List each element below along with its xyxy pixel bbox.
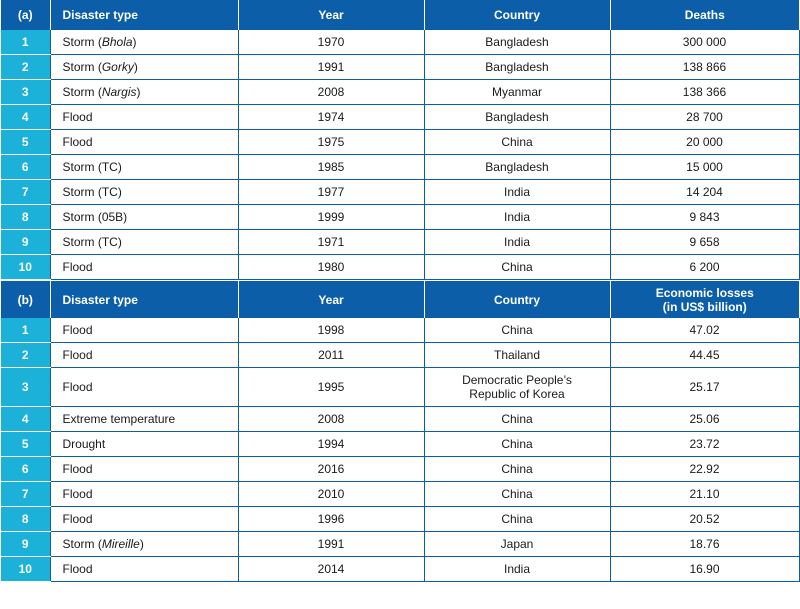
disaster-type-text: Extreme temperature — [62, 412, 176, 426]
year-cell: 2014 — [238, 557, 424, 582]
deaths-cell: 20 000 — [610, 130, 799, 155]
deaths-cell: 138 866 — [610, 55, 799, 80]
country-cell — [424, 482, 610, 507]
disaster-type-text: Storm (TC) — [62, 160, 122, 174]
country-cell: Bangladesh — [424, 30, 610, 55]
country-cell: Bangladesh — [424, 105, 610, 130]
year-cell: 2010 — [238, 482, 424, 507]
disaster-type-text: Flood — [62, 487, 93, 501]
year-cell: 1971 — [238, 230, 424, 255]
economic-losses-cell: 25.17 — [610, 368, 799, 407]
disaster-type-cell — [50, 557, 238, 582]
economic-losses-cell: 44.45 — [610, 343, 799, 368]
economic-losses-cell: 21.10 — [610, 482, 799, 507]
country-cell: China — [424, 130, 610, 155]
country-line1: China — [501, 512, 533, 526]
year-cell: 2016 — [238, 457, 424, 482]
disaster-type-text: Storm ( — [62, 537, 102, 551]
year-cell: 1998 — [238, 318, 424, 343]
header-economic-losses-line1: Economic losses — [655, 285, 754, 300]
country-cell — [424, 557, 610, 582]
deaths-cell: 138 366 — [610, 80, 799, 105]
country-cell: India — [424, 205, 610, 230]
economic-losses-cell: 18.76 — [610, 532, 799, 557]
rank-number: 1 — [1, 318, 50, 343]
year-cell: 1975 — [238, 130, 424, 155]
table-row — [1, 432, 799, 457]
rank-number: 3 — [1, 80, 50, 105]
disaster-type-text: Flood — [62, 562, 93, 576]
disaster-type-text: Storm (TC) — [62, 235, 122, 249]
rank-number: 10 — [1, 255, 50, 280]
table-a-label: (a) — [1, 0, 50, 30]
header-deaths: Deaths — [610, 0, 799, 30]
disaster-type-text: Storm ( — [62, 35, 102, 49]
economic-losses-cell: 23.72 — [610, 432, 799, 457]
economic-losses-cell: 20.52 — [610, 507, 799, 532]
table-b-body — [1, 318, 799, 582]
disaster-type-cell — [50, 180, 238, 205]
table-a-header — [1, 0, 799, 30]
country-cell: India — [424, 180, 610, 205]
rank-number: 6 — [1, 457, 50, 482]
country-line1: China — [501, 462, 533, 476]
disaster-type-text: Flood — [62, 135, 93, 149]
country-line1: Democratic People’s — [462, 373, 572, 387]
country-line2: Republic of Korea — [469, 387, 565, 401]
table-row — [1, 30, 799, 55]
economic-losses-cell: 47.02 — [610, 318, 799, 343]
disaster-type-cell — [50, 482, 238, 507]
table-row — [1, 155, 799, 180]
disaster-type-text: Storm (TC) — [62, 185, 122, 199]
rank-number: 9 — [1, 230, 50, 255]
disaster-type-cell — [50, 55, 238, 80]
disaster-type-cell — [50, 368, 238, 407]
header-economic-losses — [610, 281, 799, 318]
country-cell — [424, 343, 610, 368]
table-row — [1, 557, 799, 582]
year-cell: 1991 — [238, 532, 424, 557]
year-cell: 2011 — [238, 343, 424, 368]
year-cell: 1974 — [238, 105, 424, 130]
table-row — [1, 255, 799, 280]
disaster-name-italic: Gorky — [101, 60, 134, 74]
deaths-cell: 9 843 — [610, 205, 799, 230]
disaster-type-text: Flood — [62, 260, 93, 274]
rank-number: 7 — [1, 482, 50, 507]
disaster-type-text: Flood — [62, 348, 93, 362]
country-line1: China — [501, 323, 533, 337]
table-row — [1, 205, 799, 230]
table-b-label: (b) — [1, 281, 50, 318]
disaster-name-italic: Mireille — [101, 537, 140, 551]
year-cell: 2008 — [238, 80, 424, 105]
disaster-type-cell — [50, 130, 238, 155]
header-economic-losses-line2: (in US$ billion) — [662, 299, 747, 314]
table-row — [1, 130, 799, 155]
year-cell: 1991 — [238, 55, 424, 80]
deaths-cell: 6 200 — [610, 255, 799, 280]
table-a-body — [1, 30, 799, 280]
header-country: Country — [424, 281, 610, 318]
disaster-type-cell — [50, 205, 238, 230]
deaths-cell: 300 000 — [610, 30, 799, 55]
table-row — [1, 230, 799, 255]
disaster-type-cell — [50, 255, 238, 280]
table-row — [1, 55, 799, 80]
year-cell: 1996 — [238, 507, 424, 532]
country-line1: Japan — [500, 537, 534, 551]
table-row — [1, 532, 799, 557]
disaster-type-cell — [50, 80, 238, 105]
disaster-type-text: Flood — [62, 380, 93, 394]
disaster-type-cell — [50, 432, 238, 457]
year-cell: 1994 — [238, 432, 424, 457]
country-cell: Myanmar — [424, 80, 610, 105]
economic-losses-cell: 22.92 — [610, 457, 799, 482]
table-row — [1, 318, 799, 343]
country-cell — [424, 368, 610, 407]
header-year: Year — [238, 0, 424, 30]
rank-number: 5 — [1, 130, 50, 155]
table-row — [1, 180, 799, 205]
rank-number: 6 — [1, 155, 50, 180]
country-cell: Bangladesh — [424, 55, 610, 80]
country-line1: India — [503, 562, 531, 576]
disaster-type-cell — [50, 532, 238, 557]
rank-number: 2 — [1, 55, 50, 80]
disaster-type-cell — [50, 105, 238, 130]
year-cell: 1985 — [238, 155, 424, 180]
table-b-header-group — [1, 280, 799, 319]
country-cell — [424, 457, 610, 482]
year-cell: 2008 — [238, 407, 424, 432]
year-cell: 1980 — [238, 255, 424, 280]
rank-number: 8 — [1, 507, 50, 532]
country-cell — [424, 507, 610, 532]
disaster-type-cell — [50, 407, 238, 432]
disaster-type-text: Flood — [62, 323, 93, 337]
disaster-type-suffix: ) — [133, 60, 138, 74]
table-row — [1, 507, 799, 532]
rank-number: 10 — [1, 557, 50, 582]
rank-number: 8 — [1, 205, 50, 230]
disaster-type-cell — [50, 318, 238, 343]
country-line1: Thailand — [493, 348, 541, 362]
header-disaster-type: Disaster type — [50, 281, 238, 318]
header-country: Country — [424, 0, 610, 30]
disaster-type-suffix: ) — [136, 85, 141, 99]
economic-losses-cell: 16.90 — [610, 557, 799, 582]
table-row — [1, 457, 799, 482]
disaster-type-suffix: ) — [132, 35, 137, 49]
disaster-type-text: Storm ( — [62, 60, 102, 74]
table-row — [1, 407, 799, 432]
table-row — [1, 105, 799, 130]
country-line1: China — [501, 437, 533, 451]
disaster-table — [1, 0, 800, 582]
disaster-type-suffix: ) — [139, 537, 144, 551]
country-cell — [424, 318, 610, 343]
disaster-type-text: Drought — [62, 437, 106, 451]
deaths-cell: 14 204 — [610, 180, 799, 205]
deaths-cell: 28 700 — [610, 105, 799, 130]
year-cell: 1995 — [238, 368, 424, 407]
country-cell — [424, 432, 610, 457]
country-line1: China — [501, 412, 533, 426]
disaster-type-text: Flood — [62, 462, 93, 476]
disaster-name-italic: Bhola — [101, 35, 133, 49]
header-year: Year — [238, 281, 424, 318]
disaster-type-cell — [50, 230, 238, 255]
disaster-type-cell — [50, 155, 238, 180]
year-cell: 1999 — [238, 205, 424, 230]
header-disaster-type: Disaster type — [50, 0, 238, 30]
rank-number: 1 — [1, 30, 50, 55]
disaster-type-cell — [50, 457, 238, 482]
rank-number: 4 — [1, 105, 50, 130]
disaster-type-cell — [50, 30, 238, 55]
country-cell: Bangladesh — [424, 155, 610, 180]
table-row — [1, 368, 799, 407]
country-cell — [424, 532, 610, 557]
country-line1: China — [501, 487, 533, 501]
rank-number: 7 — [1, 180, 50, 205]
disaster-name-italic: Nargis — [101, 85, 137, 99]
deaths-cell: 9 658 — [610, 230, 799, 255]
disaster-type-cell — [50, 507, 238, 532]
table-row — [1, 80, 799, 105]
disaster-type-text: Storm ( — [62, 85, 102, 99]
year-cell: 1977 — [238, 180, 424, 205]
rank-number: 9 — [1, 532, 50, 557]
country-cell — [424, 407, 610, 432]
country-cell: China — [424, 255, 610, 280]
year-cell: 1970 — [238, 30, 424, 55]
disaster-type-text: Storm (05B) — [62, 210, 128, 224]
rank-number: 3 — [1, 368, 50, 407]
economic-losses-cell: 25.06 — [610, 407, 799, 432]
rank-number: 4 — [1, 407, 50, 432]
country-cell: India — [424, 230, 610, 255]
table-row — [1, 482, 799, 507]
disaster-type-cell — [50, 343, 238, 368]
rank-number: 2 — [1, 343, 50, 368]
rank-number: 5 — [1, 432, 50, 457]
deaths-cell: 15 000 — [610, 155, 799, 180]
disaster-type-text: Flood — [62, 110, 93, 124]
table-b-header — [1, 281, 799, 318]
disaster-type-text: Flood — [62, 512, 93, 526]
table-row — [1, 343, 799, 368]
